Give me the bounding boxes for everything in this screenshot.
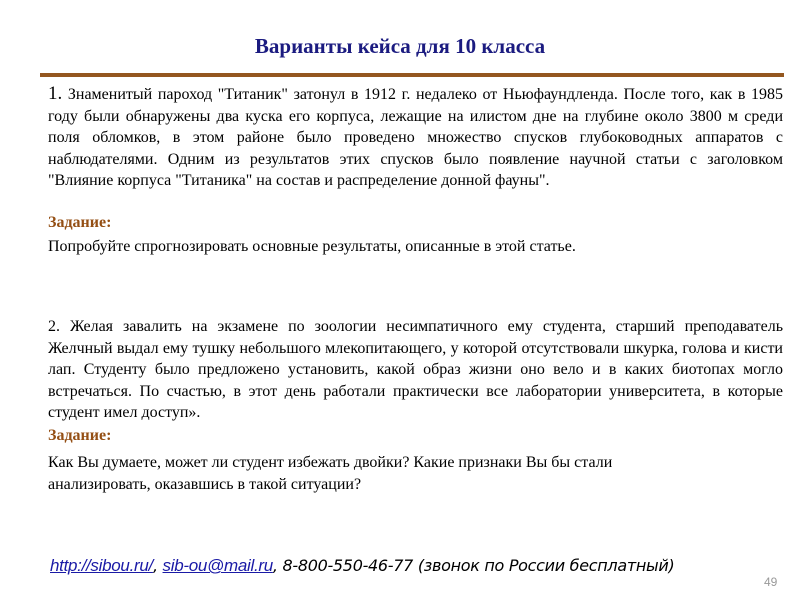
case-2-task-label: Задание: [48,427,112,444]
footer-contacts [50,556,674,576]
page-number: 49 [764,575,778,589]
email-link[interactable]: sib-ou@mail.ru [162,556,273,575]
case-2-task: Как Вы думаете, может ли студент избежать двойки? Какие признаки Вы бы стали анализировать, оказавшись в такой ситуации? [48,454,613,493]
slide-title: Варианты кейса для 10 класса [254,34,546,58]
case-1-number: 1. [48,83,63,104]
phone-text: , 8-800-550-46-77 (звонок по России бесплатный) [272,556,675,575]
case-1-text [48,83,783,192]
title-divider [40,73,784,77]
case-1-body: Знаменитый пароход "Титаник" затонул в 1912 г. недалеко от Ньюфаундленда. После того, как в 1985 году были обнаружены два куска его корпуса, лежащие на илистом дне на глубине около 3800 м среди поля обломков, в этом районе было проведено множество спусков глубоководных аппаратов с наблюдателями. Одним из результатов этих спусков было появление научной статьи с заголовком "Влияние корпуса "Титаника" на состав и распределение донной фауны". [48,86,783,189]
separator: , [152,556,163,575]
site-link[interactable]: http://sibou.ru/ [50,556,153,575]
case-2-text: 2. Желая завалить на экзамене по зоологии несимпатичного ему студента, старший преподаватель Желчный выдал ему тушку небольшого млекопитающего, у которой отсутствовали шкурка, голова и кисти лап. Студенту было предложено установить, какой образ жизни оно вело и в каких биотопах могло встречаться. По счастью, в этот день работали практически все лаборатории университета, в которые студент имел доступ». [48,318,783,421]
case-1-task-label: Задание: [48,214,112,231]
case-1-task: Попробуйте спрогнозировать основные результаты, описанные в этой статье. [48,238,576,255]
